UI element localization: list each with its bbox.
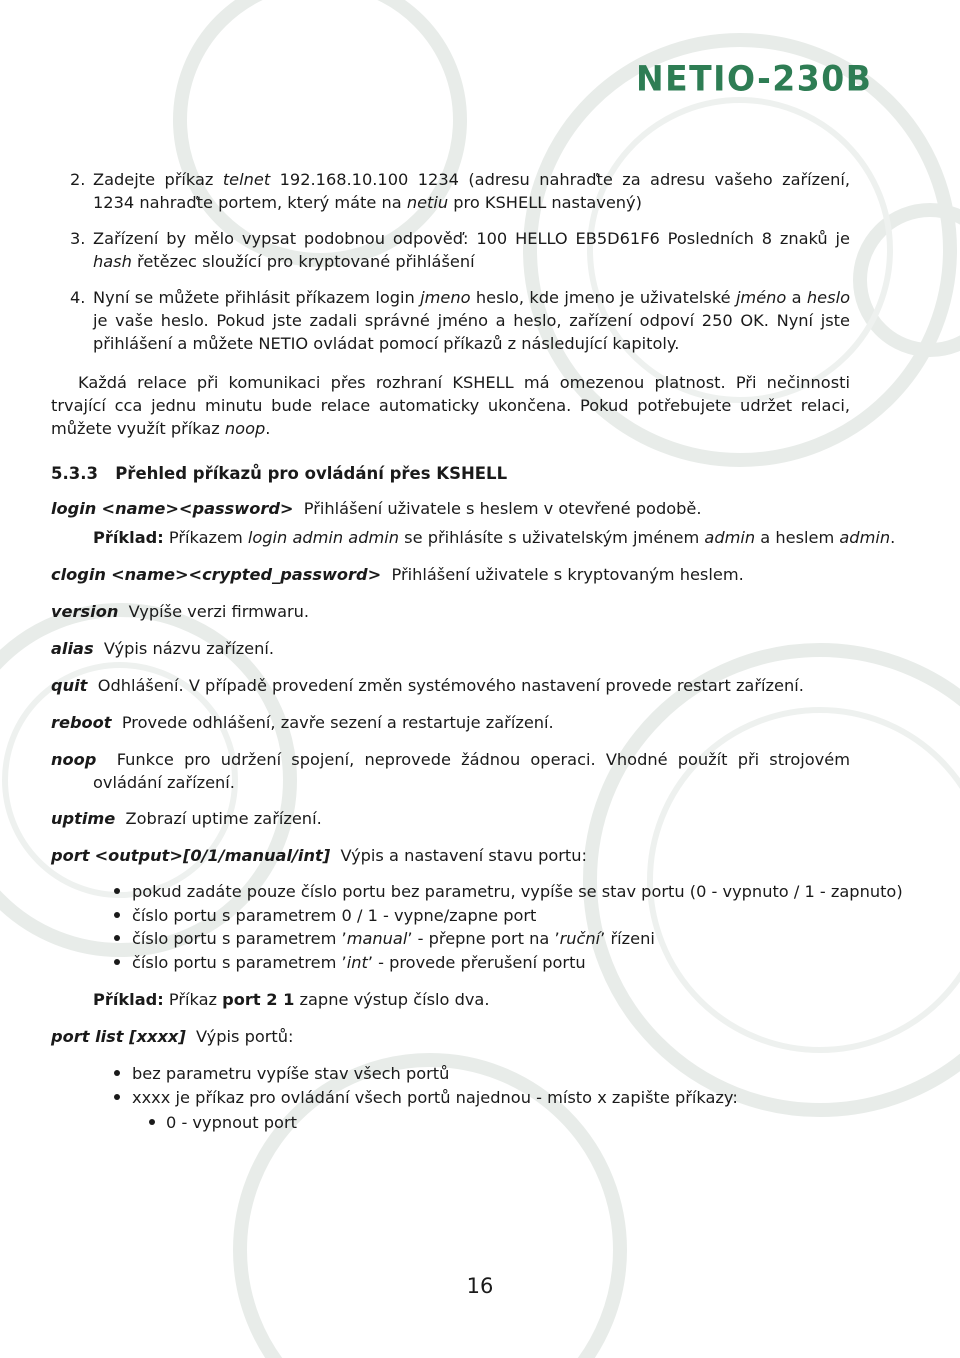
command-args: <name><crypted_password> [111,565,382,584]
example-text [164,528,896,547]
italic-term: manual [346,929,408,948]
italic-term: ruční [559,929,601,948]
text-run: Příkaz [163,990,223,1009]
section-title: Přehled příkazů pro ovládání přes KSHELL [115,464,508,483]
text-run: se přihlásíte s uživatelským jménem [399,528,705,547]
command-uptime [51,807,322,830]
login-example [93,526,895,549]
page-number: 16 [466,1274,494,1298]
text-run: pokud zadáte pouze číslo portu bez parametru, vypíše se stav portu (0 - vypnuto / 1 - zapnuto) [132,882,903,901]
command-name: port [51,846,90,865]
command-desc: Funkce pro udržení spojení, neprovede žádnou operaci. Vhodné použít při strojovém ovládání zařízení. [93,750,850,792]
command-login [51,497,702,520]
italic-term: jmeno [420,288,471,307]
text-run: 192.168.10.100 1234 (adresu nahraďte za adresu vašeho zařízení, 1234 nahraďte portem, který máte na [93,170,850,212]
command-name: uptime [51,809,116,828]
text-run: ’ řízeni [600,929,655,948]
command-desc: Provede odhlášení, zavře sezení a restartuje zařízení. [121,713,554,732]
list-item [132,951,586,974]
step-text [93,227,850,273]
command-name: login [51,499,97,518]
text-run: Zařízení by mělo vypsat podobnou odpověď: 100 HELLO EB5D61F6 Posledních 8 znaků je [93,229,850,248]
command-name: quit [51,676,88,695]
command-args: <name><password> [101,499,294,518]
bullet-dot [114,959,120,965]
text-run: . [265,419,271,438]
bullet-dot [114,888,120,894]
command-name: alias [51,639,94,658]
intro-paragraph [51,371,850,440]
command-version [51,600,309,623]
command-port-list [51,1025,294,1048]
command-desc: Výpis a nastavení stavu portu: [340,846,587,865]
command-desc: Zobrazí uptime zařízení. [125,809,322,828]
text-run: je vaše heslo. Pokud jste zadali správné jméno a heslo, zařízení odpoví 250 OK. Nyní jste přihlášení a můžete NETIO ovládat pomocí příkazů z následující kapitoly. [93,311,850,353]
list-item [132,880,903,903]
bullet-dot [114,935,120,941]
command-args: <output>[0/1/manual/int] [94,846,331,865]
command-reboot [51,711,554,734]
step-text [93,168,850,214]
text-run: řetězec sloužící pro kryptované přihlášení [131,252,475,271]
step-number: 3. [70,229,86,248]
step-4 [70,286,850,355]
italic-term: login admin admin [247,528,400,547]
command-port [51,844,587,867]
italic-term: noop [224,419,266,438]
text-run: Každá relace při komunikaci přes rozhraní KSHELL má omezenou platnost. Při nečinnosti trvající cca jednu minutu bude relace automaticky ukončena. Pokud potřebujete udržet relaci, můžete využít příkaz [51,373,850,438]
example-label: Příklad: [93,990,164,1009]
italic-term: admin [839,528,891,547]
bold-term: port 2 1 [222,990,295,1009]
text-run: pro KSHELL nastavený) [448,193,642,212]
step-text [93,286,850,355]
section-number: 5.3.3 [51,464,98,483]
italic-term: jméno [735,288,787,307]
text-run: číslo portu s parametrem 0 / 1 - vypne/zapne port [132,906,537,925]
command-desc: Vypíše verzi firmwaru. [128,602,310,621]
italic-term: heslo [806,288,850,307]
italic-term: telnet [222,170,271,189]
bullet-dot [114,912,120,918]
text-run: heslo, kde jmeno je uživatelské [470,288,736,307]
command-name: port list [xxxx] [51,1027,186,1046]
list-item: bez parametru vypíše stav všech portů [132,1064,450,1083]
text-run: ’ - přepne port na ’ [407,929,560,948]
port-example [93,988,490,1011]
command-name: reboot [51,713,112,732]
netio-logo: NETIO-230B [636,58,873,99]
text-run: . [890,528,896,547]
text-run: číslo portu s parametrem ’ [132,953,347,972]
list-item [132,927,655,950]
command-desc: Výpis portů: [196,1027,294,1046]
step-3 [70,227,850,273]
command-desc: Přihlášení uživatele s heslem v otevřené podobě. [303,499,702,518]
example-label: Příklad: [93,528,164,547]
list-item [132,904,536,927]
command-desc: Výpis názvu zařízení. [103,639,275,658]
bullet-dot [114,1094,120,1100]
bullet-dot [114,1070,120,1076]
example-text [164,990,490,1009]
italic-term: int [346,953,368,972]
command-name: version [51,602,119,621]
sub-list-item: 0 - vypnout port [166,1113,297,1132]
command-desc: Přihlášení uživatele s kryptovaným heslem. [391,565,744,584]
italic-term: admin [704,528,756,547]
list-item: xxxx je příkaz pro ovládání všech portů najednou - místo x zapište příkazy: [132,1088,738,1107]
step-number: 2. [70,170,86,189]
command-name: noop [51,750,97,769]
command-clogin [51,563,744,586]
command-desc: Odhlášení. V případě provedení změn systémového nastavení provede restart zařízení. [97,676,804,695]
command-quit [51,674,804,697]
italic-term: hash [93,252,132,271]
text-run: ’ - provede přerušení portu [367,953,586,972]
text-run: zapne výstup číslo dva. [294,990,490,1009]
step-2 [70,168,850,214]
section-heading [51,462,507,485]
command-name: clogin [51,565,106,584]
italic-term: netiu [406,193,449,212]
step-number: 4. [70,288,86,307]
command-noop [51,748,850,794]
text-run: a heslem [755,528,840,547]
text-run: číslo portu s parametrem ’ [132,929,347,948]
text-run: Zadejte příkaz [93,170,223,189]
bullet-dot [149,1119,155,1125]
text-run: Nyní se můžete přihlásit příkazem login [93,288,421,307]
watermark-ring [180,0,460,260]
command-alias [51,637,274,660]
text-run: Příkazem [163,528,248,547]
text-run: a [786,288,807,307]
